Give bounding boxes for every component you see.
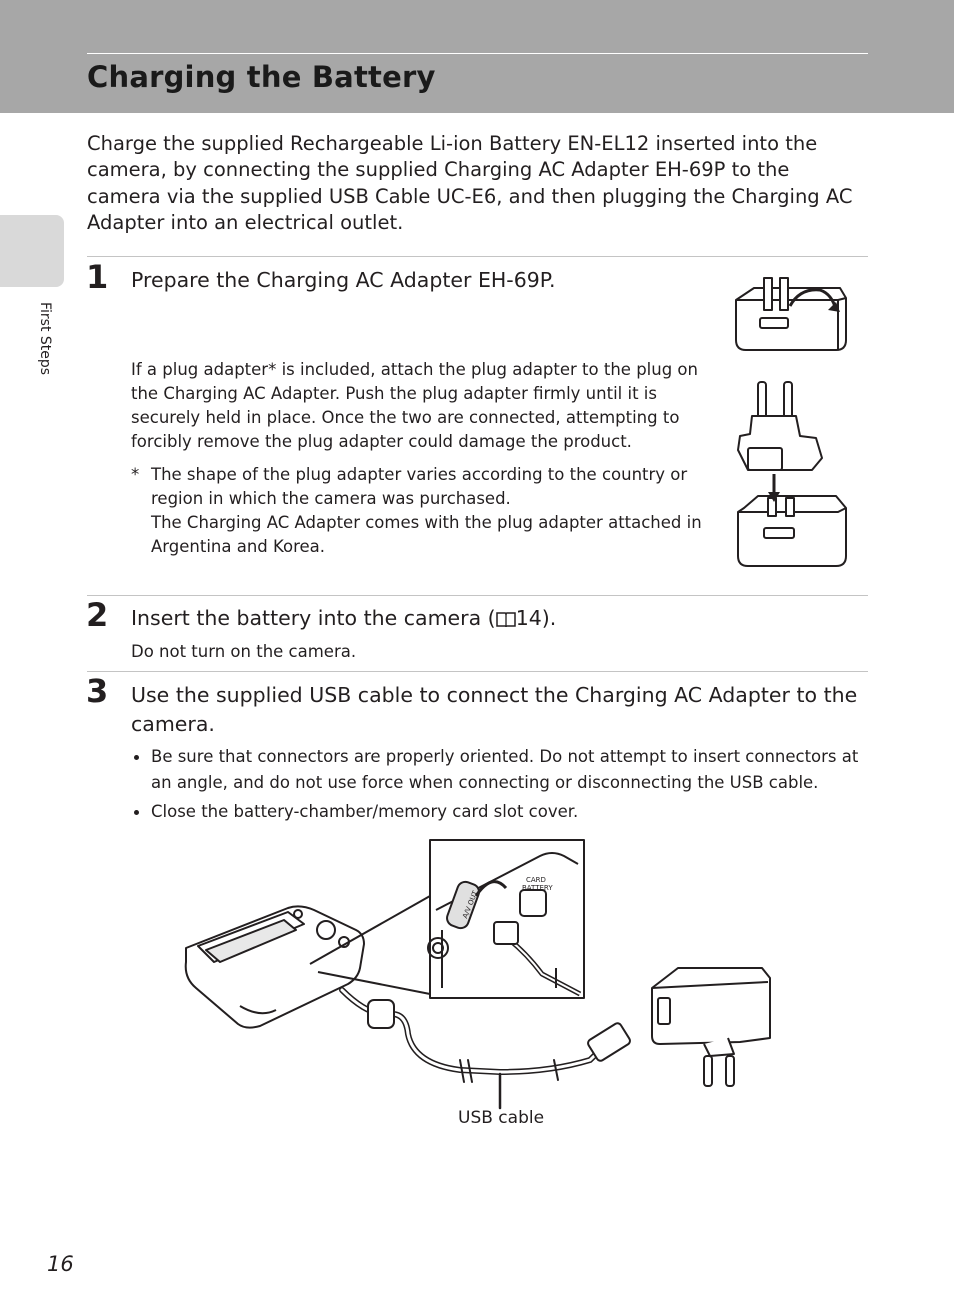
note-asterisk: * xyxy=(131,465,140,484)
card-label: CARD xyxy=(526,876,546,884)
bullet-item: Close the battery-chamber/memory card slot cover. xyxy=(131,799,871,825)
usb-connection-illustration xyxy=(180,838,780,1098)
note-text-2: The Charging AC Adapter comes with the plug adapter attached in Argentina and Korea. xyxy=(151,513,702,556)
battery-label: BATTERY xyxy=(522,884,553,892)
bullet-item: Be sure that connectors are properly oriented. Do not attempt to insert connectors at an angle, and do not use force when connecting or disconnecting the USB cable. xyxy=(131,744,871,796)
step-1-note xyxy=(131,463,711,563)
book-icon xyxy=(496,612,516,627)
step-1-title: Prepare the Charging AC Adapter EH-69P. xyxy=(131,268,556,292)
step-3-title: Use the supplied USB cable to connect the Charging AC Adapter to the camera. xyxy=(131,683,858,736)
step-2-number: 2 xyxy=(86,596,109,634)
step-2-title-suffix: ). xyxy=(541,606,557,630)
ac-adapter-connected-illustration xyxy=(652,968,770,1086)
note-text: The shape of the plug adapter varies according to the country or region in which the camera was purchased. xyxy=(151,465,688,508)
intro-paragraph: Charge the supplied Rechargeable Li-ion Battery EN-EL12 inserted into the camera, by connecting the supplied Charging AC Adapter EH-69P to the camera via the supplied USB Cable UC-E6, and then plugging the Charging AC Adapter into an electrical outlet. xyxy=(87,132,853,234)
header-rule xyxy=(87,53,868,54)
divider xyxy=(87,256,868,257)
divider xyxy=(87,595,868,596)
ac-adapter-illustration xyxy=(728,270,853,356)
page-number: 16 xyxy=(47,1252,74,1276)
step-2-page-ref[interactable]: 14 xyxy=(515,606,542,630)
step-3-bullets xyxy=(131,744,871,828)
section-tab xyxy=(0,215,64,287)
step-2-title-text: Insert the battery into the camera ( xyxy=(131,606,496,630)
header-band xyxy=(0,0,954,113)
step-3-number: 3 xyxy=(86,672,109,710)
plug-adapter-illustration xyxy=(730,378,855,573)
page-title: Charging the Battery xyxy=(87,60,436,94)
step-1-number: 1 xyxy=(86,258,109,296)
step-2-title xyxy=(131,604,556,633)
section-tab-label: First Steps xyxy=(37,302,53,376)
divider xyxy=(87,671,868,672)
av-out-label: A/V OUT xyxy=(461,889,480,920)
usb-cable-label: USB cable xyxy=(458,1108,545,1128)
step-2-body: Do not turn on the camera. xyxy=(131,642,357,661)
step-1-body: If a plug adapter* is included, attach the plug adapter to the plug on the Charging AC Adapter. Push the plug adapter firmly until it is securely held in place. Once the two are connected, attempting to forcibly remove the plug adapter could damage the product. xyxy=(131,360,698,451)
